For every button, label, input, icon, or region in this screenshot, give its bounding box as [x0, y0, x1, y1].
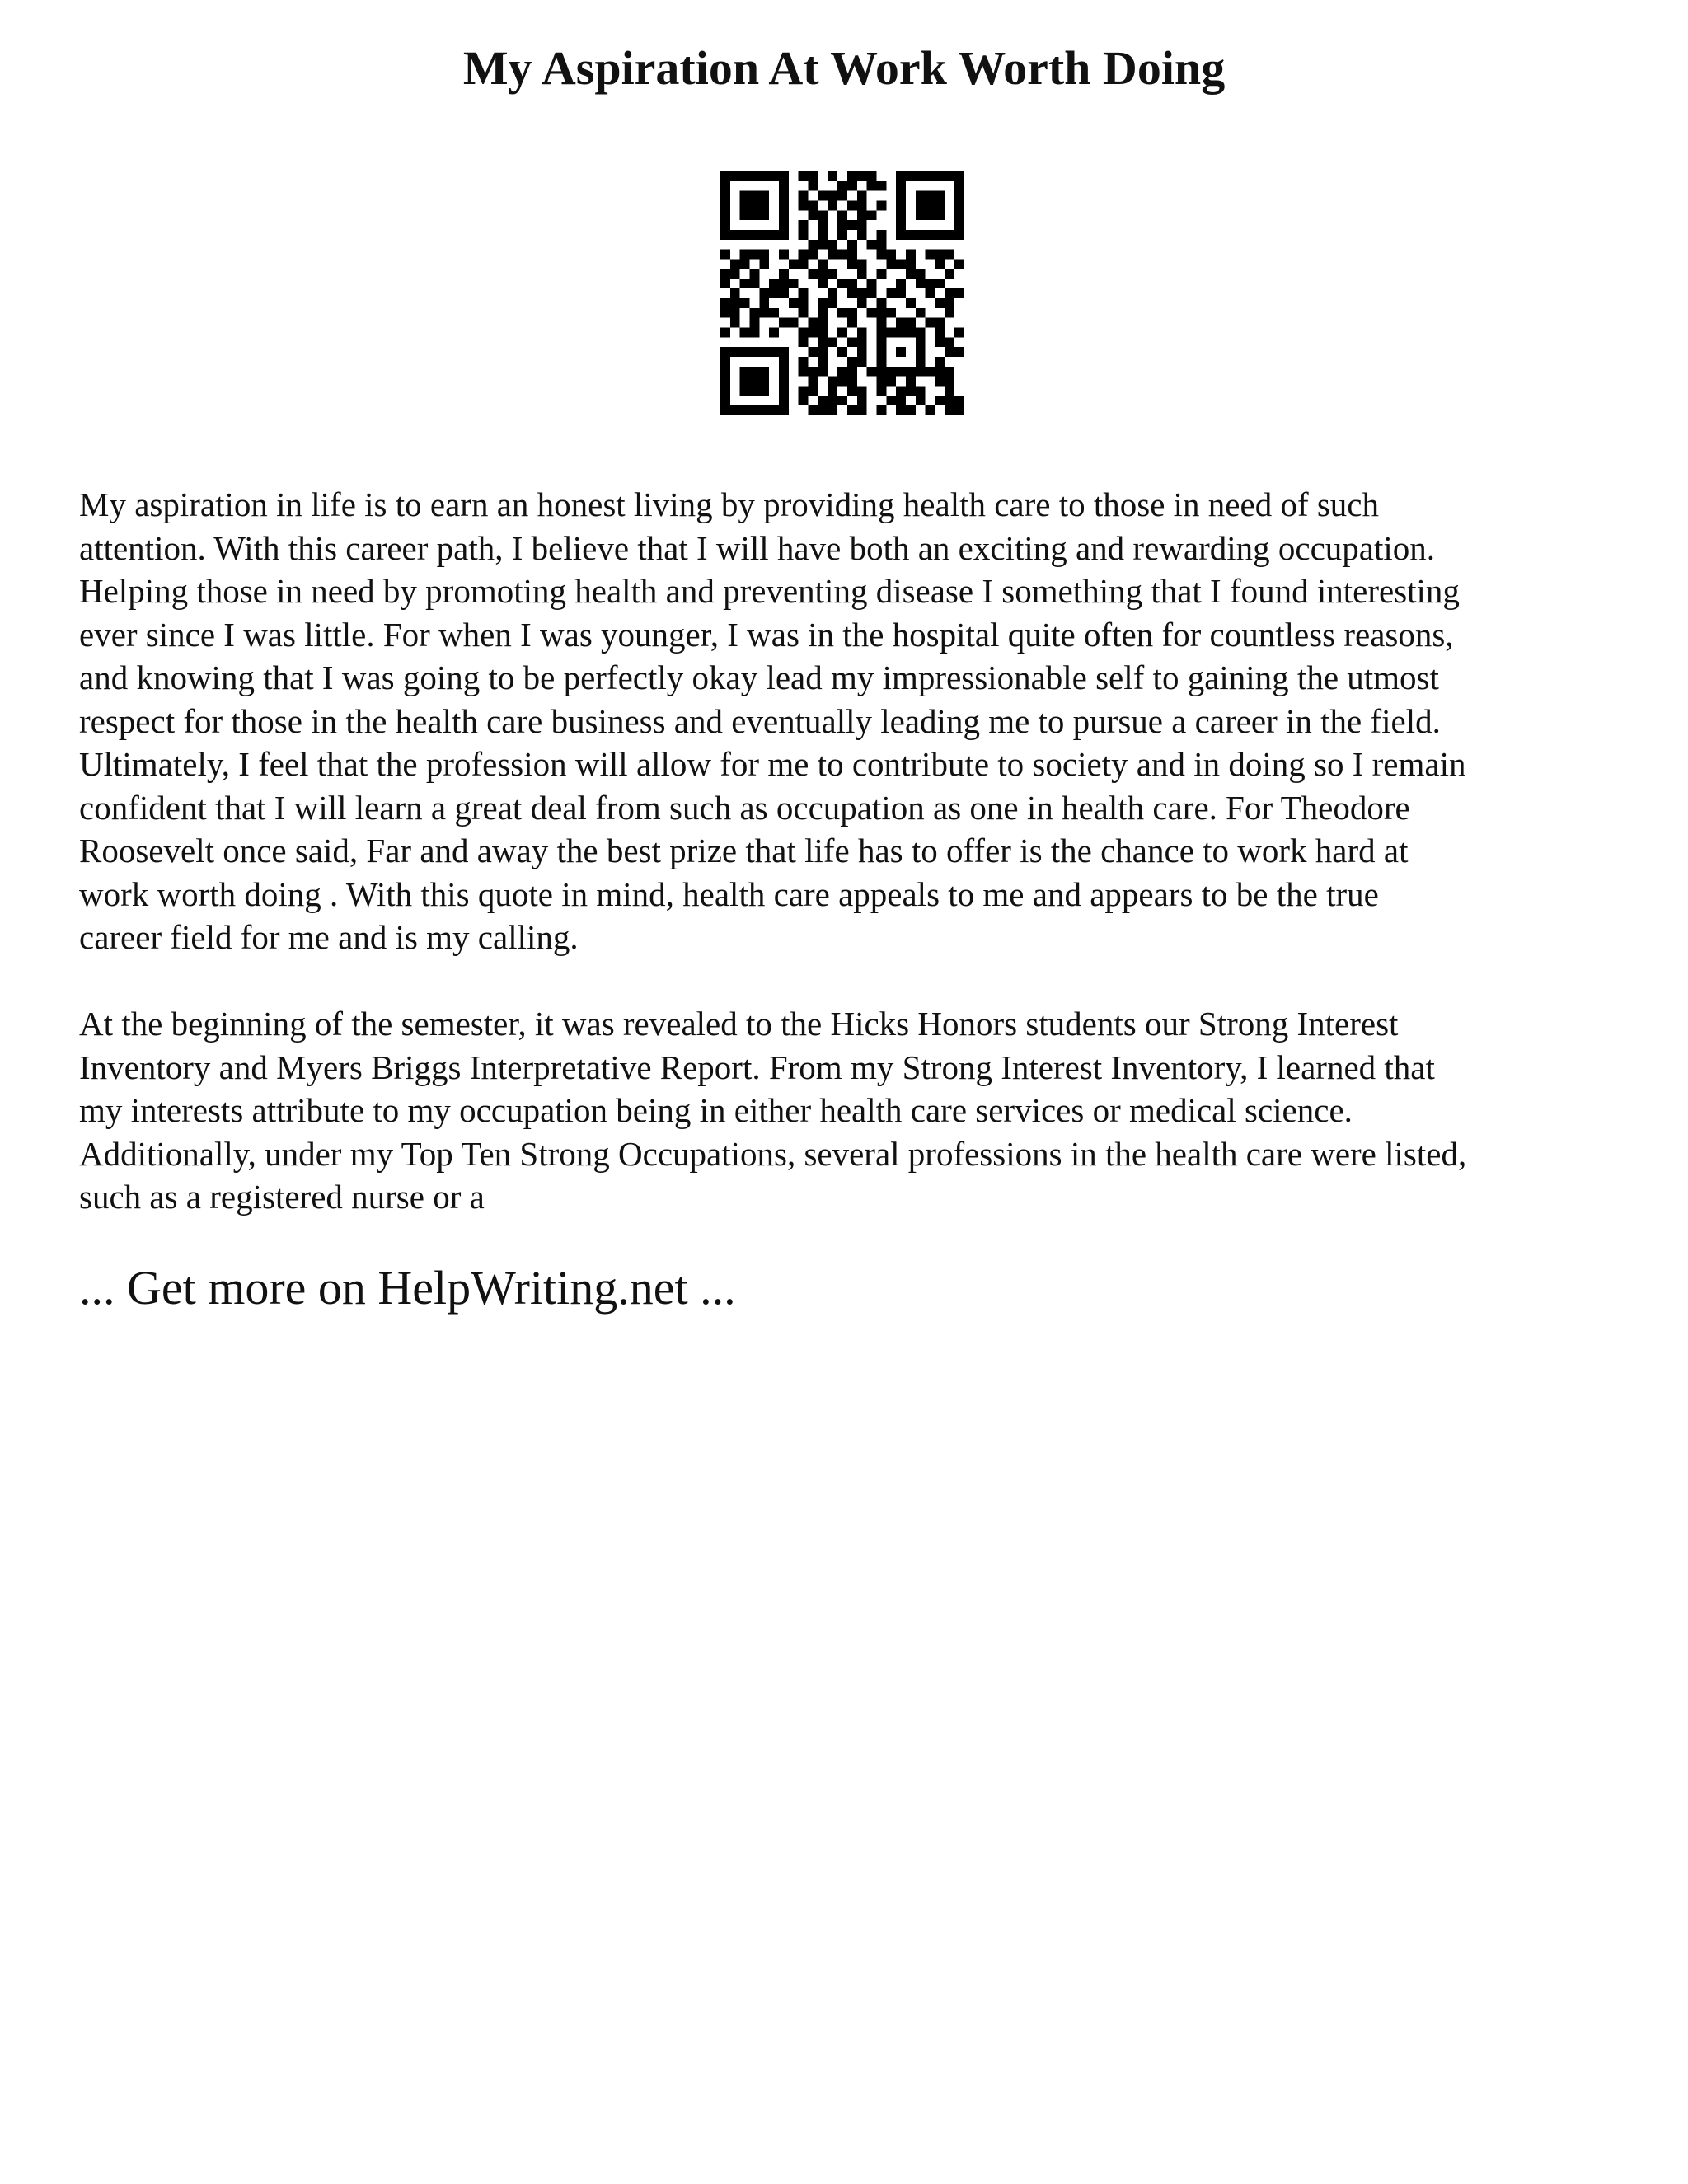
get-more-link[interactable]: ... Get more on HelpWriting.net ... — [79, 1261, 736, 1315]
page-title: My Aspiration At Work Worth Doing — [462, 41, 1226, 95]
body-paragraph-2: At the beginning of the semester, it was revealed to the Hicks Honors students our Strong Interest Inventory and Myers Briggs Interpretative Report. From my Strong Interest Inventory, I learned that my interests attribute to my occupation being in either health care services or medical science. Additionally, under my Top Ten Strong Occupations, several professions in the health care were listed, such as a registered nurse or a — [79, 1005, 1467, 1216]
qr-code-icon — [720, 171, 964, 415]
body-paragraph-1: My aspiration in life is to earn an honest living by providing health care to those in need of such attention. With this career path, I believe that I will have both an exciting and rewarding occupation. Helping those in need by promoting health and preventing disease I something that I found interesting ever since I was little. For when I was younger, I was in the hospital quite often for countless reasons, and knowing that I was going to be perfectly okay lead my impressionable self to gaining the utmost respect for those in the health care business and eventually leading me to pursue a career in the field. Ultimately, I feel that the profession will allow for me to contribute to society and in doing so I remain confident that I will learn a great deal from such as occupation as one in health care. For Theodore Roosevelt once said, Far and away the best prize that life has to offer is the chance to work hard at work worth doing . With this quote in mind, health care appeals to me and appears to be the true career field for me and is my calling. — [79, 485, 1466, 956]
